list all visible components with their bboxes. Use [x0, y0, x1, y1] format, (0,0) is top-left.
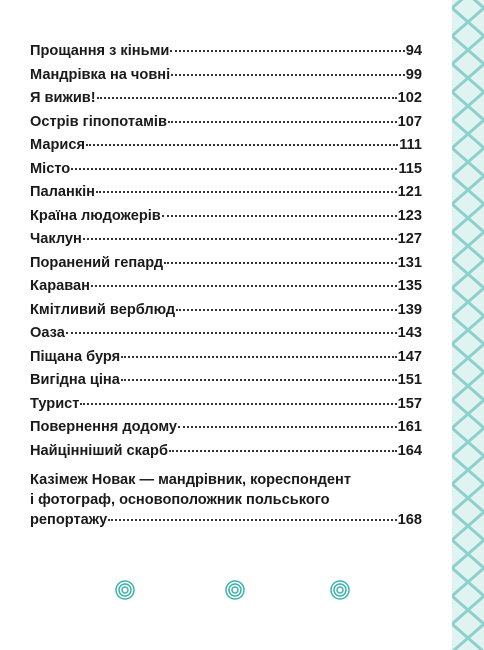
lattice-segment	[452, 176, 484, 204]
toc-entry-final-page: 168	[397, 512, 422, 528]
table-of-contents	[30, 43, 422, 530]
toc-entry-title: Вигідна ціна	[30, 372, 120, 388]
toc-entry-page: 131	[397, 254, 422, 271]
toc-entry[interactable]	[30, 208, 422, 232]
lattice-segment	[452, 456, 484, 484]
toc-leader-dots	[168, 121, 397, 123]
toc-leader-dots	[169, 450, 397, 452]
spiral-icon	[330, 580, 350, 600]
toc-leader-dots	[162, 215, 397, 217]
toc-entry[interactable]	[30, 302, 422, 326]
lattice-segment	[452, 36, 484, 64]
toc-entry-title: Оаза	[30, 325, 65, 341]
toc-entry[interactable]	[30, 255, 422, 279]
lattice-segment	[452, 624, 484, 650]
toc-entry[interactable]	[30, 278, 422, 302]
toc-leader-dots	[86, 144, 398, 146]
toc-entry-title: Паланкін	[30, 184, 95, 200]
toc-entry[interactable]	[30, 184, 422, 208]
lattice-segment	[452, 344, 484, 372]
lattice-segment	[452, 204, 484, 232]
toc-entry-title: Місто	[30, 160, 71, 177]
toc-entry-title: Марися	[30, 137, 85, 153]
lattice-ornament-icon	[452, 0, 484, 650]
toc-leader-dots	[66, 332, 397, 334]
toc-entry-final-line2: і фотограф, основоположник польського	[30, 492, 330, 508]
toc-entry-page: 94	[405, 43, 422, 59]
lattice-segment	[452, 92, 484, 120]
spiral-icon	[225, 580, 245, 600]
lattice-segment	[452, 260, 484, 288]
toc-entry-page: 121	[397, 184, 422, 200]
toc-leader-dots	[171, 74, 405, 76]
lattice-segment	[452, 120, 484, 148]
toc-entry[interactable]	[30, 372, 422, 396]
toc-leader-dots	[96, 191, 397, 193]
toc-entry-final-line1: Казімеж Новак — мандрівник, кореспондент	[30, 472, 351, 488]
toc-entry-page: 143	[397, 325, 422, 341]
toc-entry-page: 139	[397, 301, 422, 318]
toc-entry-title: Кмітливий верблюд	[30, 301, 176, 318]
toc-entry-page: 127	[397, 231, 422, 247]
toc-entry-final-line3: репортажу	[30, 512, 108, 528]
toc-entry-title: Найцінніший скарб	[30, 442, 168, 459]
toc-leader-dots	[83, 238, 397, 240]
toc-entry-title: Прощання з кіньми	[30, 43, 170, 59]
toc-entry-title: Країна людожерів	[30, 207, 161, 224]
lattice-segment	[452, 484, 484, 512]
toc-entry[interactable]	[30, 137, 422, 161]
toc-entry-title: Мандрівка на човні	[30, 66, 171, 83]
lattice-segment	[452, 540, 484, 568]
lattice-segment	[452, 428, 484, 456]
lattice-segment	[452, 288, 484, 316]
toc-entry[interactable]	[30, 90, 422, 114]
toc-entry-page: 123	[397, 207, 422, 224]
toc-entry-page: 135	[397, 278, 422, 294]
lattice-segment	[452, 400, 484, 428]
toc-leader-dots	[121, 356, 397, 358]
toc-entry-title: Піщана буря	[30, 348, 121, 365]
toc-entry-page: 115	[398, 160, 422, 177]
lattice-segment	[452, 372, 484, 400]
spiral-ornaments	[0, 580, 484, 610]
toc-entry-title: Повернення додому	[30, 419, 178, 435]
lattice-segment	[452, 0, 484, 8]
decorative-border	[452, 0, 484, 650]
toc-entry[interactable]	[30, 161, 422, 185]
toc-entry-title: Острів гіпопотамів	[30, 113, 167, 130]
toc-entry[interactable]	[30, 67, 422, 91]
toc-leader-dots	[108, 519, 396, 521]
toc-leader-dots	[164, 262, 397, 264]
toc-entry[interactable]	[30, 231, 422, 255]
toc-leader-dots	[80, 403, 396, 405]
toc-entry-title: Турист	[30, 395, 80, 412]
toc-entry-page: 151	[397, 372, 422, 388]
toc-entry[interactable]	[30, 419, 422, 443]
toc-entry-title: Чаклун	[30, 231, 82, 247]
lattice-segment	[452, 148, 484, 176]
toc-leader-dots	[170, 50, 404, 52]
toc-entry-page: 161	[397, 419, 422, 435]
toc-entry-page: 107	[397, 113, 422, 130]
toc-entry-page: 111	[399, 137, 422, 153]
toc-entry-page: 102	[397, 90, 422, 106]
toc-entry-page: 147	[397, 348, 422, 365]
toc-entry[interactable]	[30, 43, 422, 67]
toc-leader-dots	[97, 97, 397, 99]
toc-entry[interactable]	[30, 443, 422, 467]
toc-leader-dots	[176, 309, 396, 311]
toc-entry[interactable]	[30, 114, 422, 138]
toc-entry-page: 164	[397, 442, 422, 459]
toc-entry[interactable]	[30, 349, 422, 373]
spiral-icon	[115, 580, 135, 600]
toc-entry-final[interactable]	[30, 470, 422, 530]
toc-entry-title: Я вижив!	[30, 90, 96, 106]
toc-leader-dots	[178, 426, 397, 428]
lattice-segment	[452, 316, 484, 344]
toc-leader-dots	[91, 285, 397, 287]
toc-entry-title: Поранений гепард	[30, 254, 164, 271]
toc-entry-page: 157	[397, 395, 422, 412]
lattice-segment	[452, 232, 484, 260]
toc-leader-dots	[121, 379, 397, 381]
lattice-segment	[452, 512, 484, 540]
lattice-segment	[452, 64, 484, 92]
toc-entry[interactable]	[30, 396, 422, 420]
toc-entry[interactable]	[30, 325, 422, 349]
lattice-segment	[452, 8, 484, 36]
toc-entry-page: 99	[405, 66, 422, 83]
toc-entry-title: Караван	[30, 278, 90, 294]
toc-leader-dots	[71, 168, 397, 170]
